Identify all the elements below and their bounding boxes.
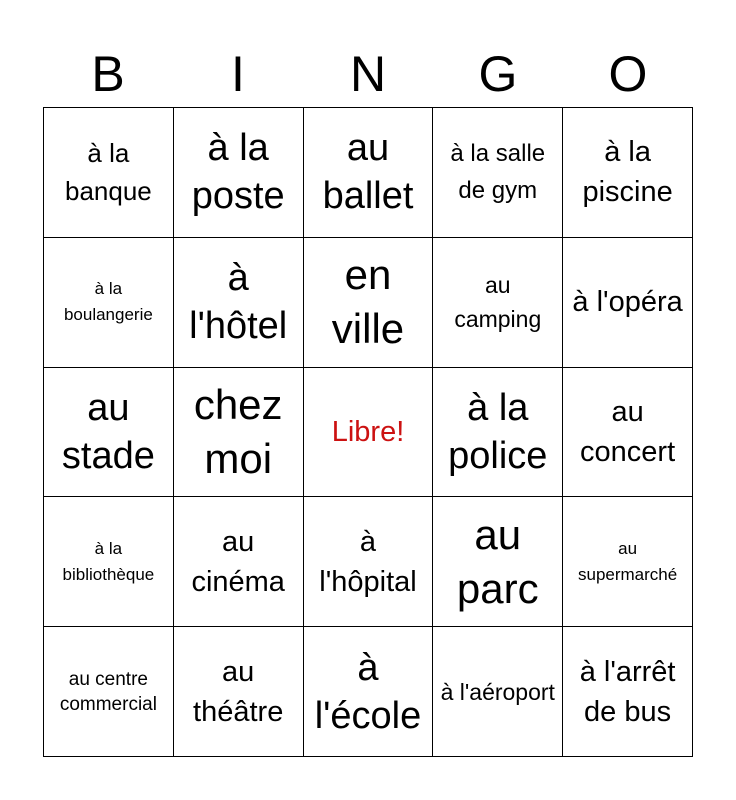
bingo-cell[interactable] xyxy=(174,627,304,757)
cell-label: au ballet xyxy=(322,127,414,218)
cell-label: au cinéma xyxy=(191,525,285,598)
cell-label: au camping xyxy=(454,272,542,333)
bingo-cell[interactable] xyxy=(304,627,434,757)
bingo-cell[interactable] xyxy=(44,238,174,368)
bingo-cell[interactable] xyxy=(304,497,434,627)
cell-label: à la banque xyxy=(65,138,152,207)
bingo-cell[interactable] xyxy=(563,627,693,757)
cell-label: à la salle de gym xyxy=(450,140,546,205)
header-letter-i: I xyxy=(231,46,245,102)
cell-label: à la bibliothèque xyxy=(62,538,155,584)
bingo-cell[interactable] xyxy=(304,238,434,368)
free-space-cell[interactable] xyxy=(304,368,434,498)
cell-label: à la piscine xyxy=(582,136,673,209)
cell-label: à l'hôpital xyxy=(319,525,417,598)
bingo-cell[interactable] xyxy=(433,627,563,757)
bingo-cell[interactable] xyxy=(563,238,693,368)
cell-label: au théâtre xyxy=(193,655,284,728)
bingo-cell[interactable] xyxy=(433,108,563,238)
header-letter-n: N xyxy=(349,46,387,102)
cell-label: à la police xyxy=(448,386,548,477)
bingo-cell[interactable] xyxy=(304,108,434,238)
bingo-cell[interactable] xyxy=(174,108,304,238)
bingo-cell[interactable] xyxy=(44,497,174,627)
header-letter-b: B xyxy=(91,46,125,102)
header-letter-g: G xyxy=(478,46,518,102)
cell-label: à l'hôtel xyxy=(189,257,288,348)
cell-label: à la boulangerie xyxy=(63,279,153,325)
bingo-cell[interactable] xyxy=(433,368,563,498)
bingo-cell[interactable] xyxy=(174,497,304,627)
cell-label: au concert xyxy=(580,395,676,468)
bingo-cell[interactable] xyxy=(44,108,174,238)
free-space-label: Libre! xyxy=(331,415,405,448)
bingo-cell[interactable] xyxy=(174,368,304,498)
cell-label: au centre commercial xyxy=(59,668,157,715)
cell-label: à l'arrêt de bus xyxy=(579,655,676,728)
bingo-cell[interactable] xyxy=(44,627,174,757)
bingo-cell[interactable] xyxy=(563,368,693,498)
bingo-header xyxy=(43,40,693,108)
cell-label: à l'aéroport xyxy=(440,678,555,705)
cell-label: chez moi xyxy=(193,380,283,482)
bingo-cell[interactable] xyxy=(563,497,693,627)
cell-label: au supermarché xyxy=(577,538,678,584)
cell-label: au parc xyxy=(456,510,539,612)
bingo-cell[interactable] xyxy=(433,238,563,368)
cell-label: au stade xyxy=(61,386,155,477)
bingo-cell[interactable] xyxy=(44,368,174,498)
bingo-grid xyxy=(43,107,693,757)
header-letter-o: O xyxy=(608,46,648,102)
bingo-cell[interactable] xyxy=(433,497,563,627)
cell-label: en ville xyxy=(331,251,405,353)
bingo-cell[interactable] xyxy=(174,238,304,368)
cell-label: à l'école xyxy=(314,646,422,737)
cell-label: à la poste xyxy=(191,127,285,218)
bingo-cell[interactable] xyxy=(563,108,693,238)
cell-label: à l'opéra xyxy=(572,286,683,319)
